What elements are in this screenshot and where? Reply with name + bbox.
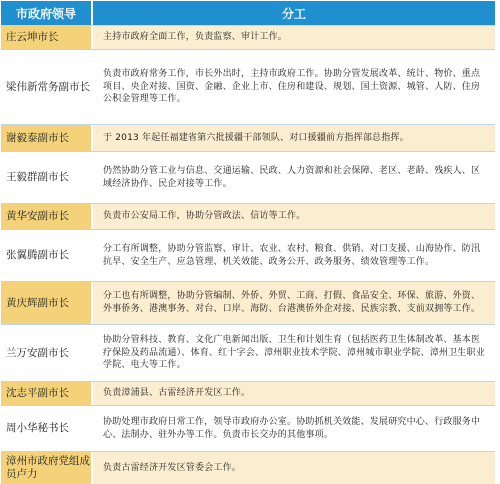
leader-duty: 负责市政府常务工作，市长外出时，主持市政府工作。协助分管发展改革、统计、物价、重点项目、央企对接、国资、金融、企业上市、住房和建设、规划、国土资源、城管、人防、住房公积金管理等工作。 [93,50,495,124]
leader-duty: 负责漳浦县、古雷经济开发区工作。 [93,382,495,405]
leader-name: 谢毅泰副市长 [1,125,93,151]
leader-name: 黄庆辉副市长 [1,282,93,324]
leader-duty: 于 2013 年起任福建省第六批援疆干部领队、对口援疆前方指挥部总指挥。 [93,125,495,151]
table-row [1,405,495,451]
leader-duty: 负责古雷经济开发区管委会工作。 [93,452,495,484]
table-row [1,124,495,151]
table-row [1,451,495,484]
table-row [1,25,495,49]
header-leader: 市政府领导 [1,1,93,25]
leader-duty: 主持市政府全面工作，负责监察、审计工作。 [93,26,495,49]
header-duty: 分工 [93,1,495,25]
table-row [1,229,495,281]
leader-name: 周小华秘书长 [1,406,93,451]
leader-duty: 分工有所调整，协助分管监察、审计、农业、农村、粮食、供销、对口支援、山海协作、防汛抗旱、安全生产、应急管理、机关效能、政务公开、政务服务、绩效管理等工作。 [93,230,495,281]
leader-name: 张翼腾副市长 [1,230,93,281]
table-row [1,281,495,324]
leader-duty: 协助分管科技、教育、文化广电新闻出版、卫生和计划生育（包括医药卫生体制改革、基本医疗保险及药品流通）、体育、红十字会、漳州职业技术学院、漳州城市职业学院、漳州卫生职业学院、电大等工作。 [93,325,495,381]
leader-duty: 分工也有所调整，协助分管编制、外侨、外贸、工商、打假、食品安全、环保、旅游、外资、外事侨务、港澳事务、对台、口岸、海防、台港澳侨外企对接、民族宗教、支前双拥等工作。 [93,282,495,324]
table-header [1,1,495,25]
leader-name: 黄华安副市长 [1,204,93,229]
table-row [1,203,495,229]
table-row [1,49,495,124]
leader-name: 沈志平副市长 [1,382,93,405]
table-row [1,324,495,381]
leader-name: 庄云坤市长 [1,26,93,49]
leader-name: 兰万安副市长 [1,325,93,381]
leader-duty: 协助处理市政府日常工作，领导市政府办公室。协助抓机关效能、发展研究中心、行政服务中心、法制办、驻外办等工作。负责市长交办的其他事项。 [93,406,495,451]
leader-name: 梁伟新常务副市长 [1,50,93,124]
table-row [1,381,495,405]
leader-name: 王毅群副市长 [1,152,93,203]
leadership-duty-table [1,1,495,480]
leader-duty: 负责市公安局工作，协助分管政法、信访等工作。 [93,204,495,229]
leader-name: 漳州市政府党组成员卢力 [1,452,93,484]
leader-duty: 仍然协助分管工业与信息、交通运输、民政、人力资源和社会保障、老区、老龄、残疾人、区域经济协作、民企对接等工作。 [93,152,495,203]
table-row [1,151,495,203]
